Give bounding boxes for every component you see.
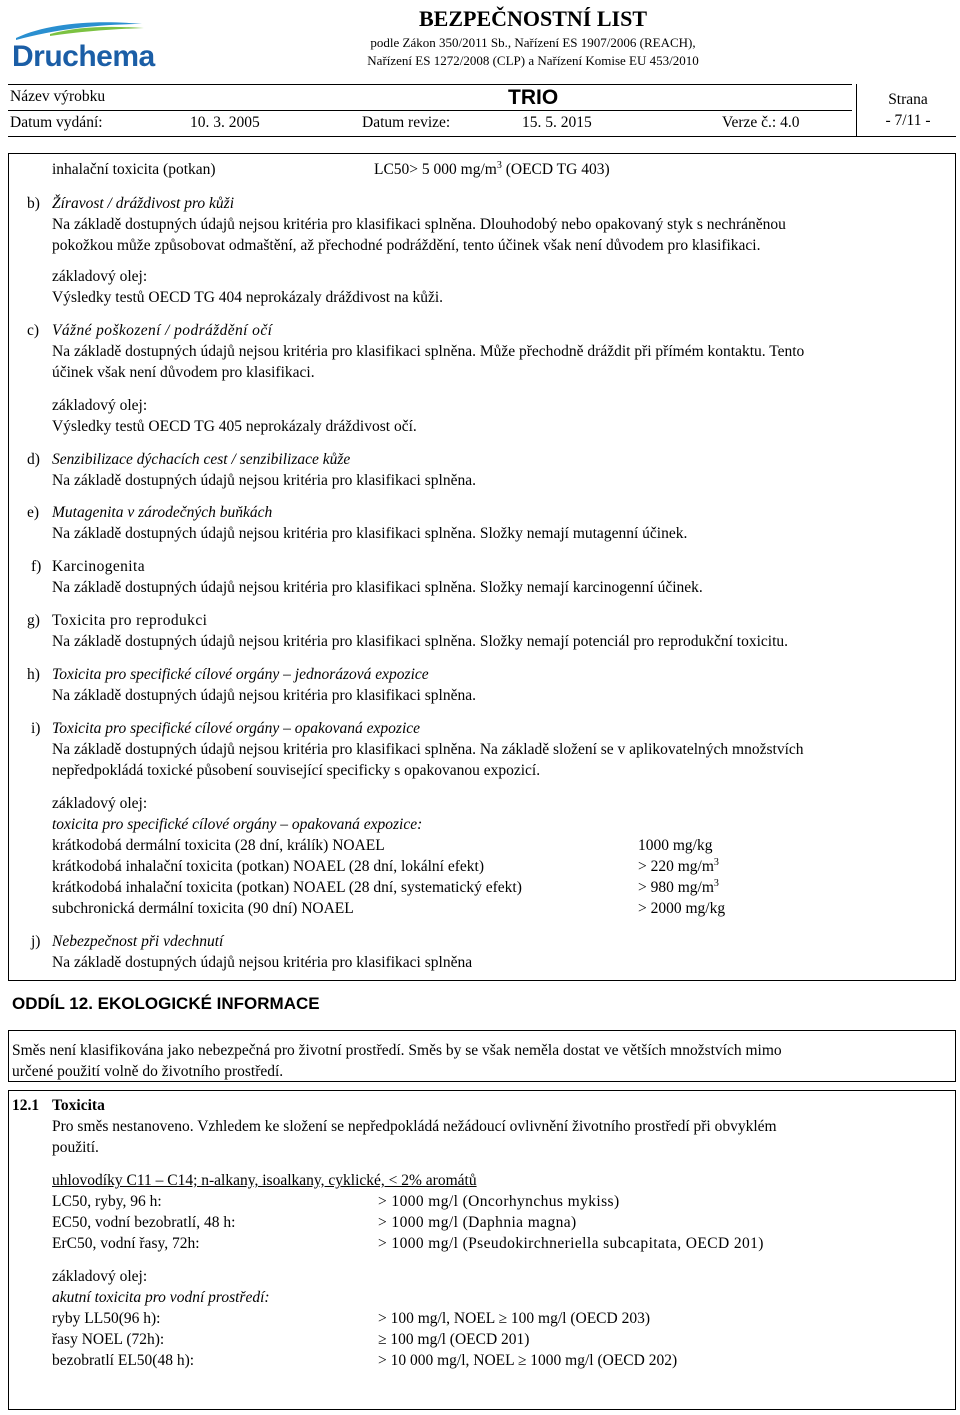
inhalation-label: inhalační toxicita (potkan) — [52, 161, 216, 178]
base-oil-label: základový olej: — [52, 268, 148, 285]
tox-row-value-main: > 980 mg/m — [638, 879, 714, 896]
base-oil-label: základový olej: — [52, 397, 148, 414]
item-text: Na základě dostupných údajů nejsou kritéria pro klasifikaci splněna. Na základě složení se v aplikovatelných množstvích — [52, 741, 804, 758]
header-divider — [8, 136, 956, 137]
subsection-title — [52, 1096, 105, 1116]
item-text: Na základě dostupných údajů nejsou kritéria pro klasifikaci splněna. — [52, 472, 476, 489]
product-row — [8, 88, 848, 110]
hydrocarbon-title: uhlovodíky C11 – C14; n-alkany, isoalkany, cyklické, < 2% aromátů — [52, 1172, 477, 1189]
item-text: Na základě dostupných údajů nejsou kritéria pro klasifikaci splněna. Dlouhodobý nebo opakovaný styk s nechráněnou — [52, 216, 786, 233]
item-text: Výsledky testů OECD TG 405 neprokázaly dráždivost očí. — [52, 418, 417, 435]
revision-date: 15. 5. 2015 — [522, 114, 592, 131]
eco-row-value: > 1000 mg/l (Daphnia magna) — [378, 1214, 577, 1231]
page-label: Strana — [888, 91, 928, 108]
item-text: Na základě dostupných údajů nejsou kritéria pro klasifikaci splněna — [52, 954, 473, 971]
subsection-text: Pro směs nestanoveno. Vzhledem ke složení se nepředpokládá nežádoucí ovlivnění životního prostředí při obvyklém — [52, 1118, 777, 1135]
subsection-title-text: Toxicita — [52, 1097, 105, 1114]
header-divider — [8, 84, 852, 85]
item-title: Vážné poškození / podráždění očí — [52, 322, 273, 339]
item-letter: c) — [27, 322, 40, 339]
eco-row-value: > 100 mg/l, NOEL ≥ 100 mg/l (OECD 203) — [378, 1310, 650, 1327]
tox-row-label: krátkodobá dermální toxicita (28 dní, králík) NOAEL — [52, 837, 385, 854]
issue-date: 10. 3. 2005 — [190, 114, 260, 131]
item-text: nepředpokládá toxické působení související specificky s opakovanou expozicí. — [52, 762, 541, 779]
eco-row-label: ErC50, vodní řasy, 72h: — [52, 1235, 200, 1252]
item-title: Senzibilizace dýchacích cest / senzibilizace kůže — [52, 451, 351, 468]
base-oil-subtitle: toxicita pro specifické cílové orgány – opakovaná expozice: — [52, 816, 423, 833]
eco-row-value: > 10 000 mg/l, NOEL ≥ 1000 mg/l (OECD 202) — [378, 1352, 678, 1369]
item-letter: i) — [31, 720, 41, 737]
product-label: Název výrobku — [10, 88, 106, 105]
logo-text: Druchema — [12, 40, 155, 73]
document-subtitle — [358, 34, 708, 70]
product-name: TRIO — [508, 86, 559, 109]
inhalation-value — [374, 160, 610, 180]
tox-row-value-main: > 220 mg/m — [638, 858, 714, 875]
eco-row-value: ≥ 100 mg/l (OECD 201) — [378, 1331, 530, 1348]
item-text: účinek však není důvodem pro klasifikaci. — [52, 364, 315, 381]
item-text: Na základě dostupných údajů nejsou kritéria pro klasifikaci splněna. — [52, 687, 476, 704]
tox-row-label: krátkodobá inhalační toxicita (potkan) NOAEL (28 dní, systematický efekt) — [52, 879, 522, 896]
subsection-text: použití. — [52, 1139, 99, 1156]
eco-row-label: bezobratlí EL50(48 h): — [52, 1352, 195, 1369]
item-text: pokožkou může způsobovat odmaštění, až přechodné podráždění, tento účinek však není důvodem pro klasifikaci. — [52, 237, 761, 254]
tox-row-value: 1000 mg/kg — [638, 837, 713, 854]
document-title: BEZPEČNOSTNÍ LIST — [418, 6, 648, 31]
base-oil-label: základový olej: — [52, 795, 148, 812]
item-letter: f) — [31, 558, 42, 575]
item-text: Na základě dostupných údajů nejsou kritéria pro klasifikaci splněna. Složky nemají potenciál pro reprodukční toxicitu. — [52, 633, 789, 650]
document-header — [0, 0, 960, 160]
item-letter: g) — [27, 612, 40, 629]
inhalation-value-note: (OECD TG 403) — [501, 161, 610, 178]
item-text: Na základě dostupných údajů nejsou kritéria pro klasifikaci splněna. Složky nemají mutagenní účinek. — [52, 525, 688, 542]
eco-row-label: LC50, ryby, 96 h: — [52, 1193, 162, 1210]
druchema-logo — [8, 18, 155, 78]
issue-date-label: Datum vydání: — [10, 114, 103, 131]
eco-intro-text: určené použití volně do životního prostředí. — [12, 1063, 284, 1080]
eco-row-value: > 1000 mg/l (Pseudokirchneriella subcapitata, OECD 201) — [378, 1235, 764, 1252]
dates-row — [8, 114, 848, 136]
item-letter: h) — [27, 666, 40, 683]
header-divider — [8, 110, 852, 111]
item-letter: d) — [27, 451, 40, 468]
page-number: - 7/11 - — [885, 112, 931, 129]
item-letter: b) — [27, 195, 40, 212]
item-title: Žíravost / dráždivost pro kůži — [52, 195, 234, 212]
base-oil-subtitle: akutní toxicita pro vodní prostředí: — [52, 1289, 270, 1306]
document-subtitle-line-2: Nařízení ES 1272/2008 (CLP) a Nařízení Komise EU 453/2010 — [367, 53, 699, 68]
tox-row-value-sup: 3 — [713, 877, 719, 889]
version-label: Verze č.: 4.0 — [722, 114, 800, 131]
item-letter: j) — [31, 933, 41, 950]
item-letter: e) — [27, 504, 40, 521]
eco-row-label: ryby LL50(96 h): — [52, 1310, 161, 1327]
subsection-number — [12, 1096, 39, 1116]
eco-row-label: EC50, vodní bezobratlí, 48 h: — [52, 1214, 236, 1231]
item-title: Nebezpečnost při vdechnutí — [52, 933, 224, 950]
tox-row-value — [638, 857, 719, 877]
tox-row-label: subchronická dermální toxicita (90 dní) NOAEL — [52, 900, 354, 917]
item-text: Na základě dostupných údajů nejsou kritéria pro klasifikaci splněna. Složky nemají karcinogenní účinek. — [52, 579, 703, 596]
tox-row-value — [638, 878, 719, 898]
base-oil-label: základový olej: — [52, 1268, 148, 1285]
tox-row-label: krátkodobá inhalační toxicita (potkan) NOAEL (28 dní, lokální efekt) — [52, 858, 485, 875]
tox-row-value: > 2000 mg/kg — [638, 900, 726, 917]
item-title: Mutagenita v zárodečných buňkách — [52, 504, 273, 521]
item-text: Na základě dostupných údajů nejsou kritéria pro klasifikaci splněna. Může přechodně dráždit při přímém kontaktu. Tento — [52, 343, 805, 360]
inhalation-value-main: LC50> 5 000 mg/m — [374, 161, 497, 178]
item-text: Výsledky testů OECD TG 404 neprokázaly dráždivost na kůži. — [52, 289, 444, 306]
subsection-number-text: 12.1 — [12, 1097, 40, 1114]
item-title: Toxicita pro specifické cílové orgány – opakovaná expozice — [52, 720, 421, 737]
eco-intro-text: Směs není klasifikována jako nebezpečná pro životní prostředí. Směs by se však neměla dostat ve větších množstvích mimo — [12, 1042, 782, 1059]
eco-row-value: > 1000 mg/l (Oncorhynchus mykiss) — [378, 1193, 620, 1210]
item-title: Toxicita pro specifické cílové orgány – jednorázová expozice — [52, 666, 429, 683]
section-heading: ODDÍL 12. EKOLOGICKÉ INFORMACE — [12, 994, 320, 1013]
eco-row-label: řasy NOEL (72h): — [52, 1331, 165, 1348]
document-subtitle-line-1: podle Zákon 350/2011 Sb., Nařízení ES 1907/2006 (REACH), — [370, 35, 696, 50]
revision-date-label: Datum revize: — [362, 114, 451, 131]
tox-row-value-sup: 3 — [713, 856, 719, 868]
item-title: Karcinogenita — [52, 558, 145, 575]
item-title: Toxicita pro reprodukci — [52, 612, 208, 629]
inhalation-value-sup: 3 — [496, 159, 502, 171]
